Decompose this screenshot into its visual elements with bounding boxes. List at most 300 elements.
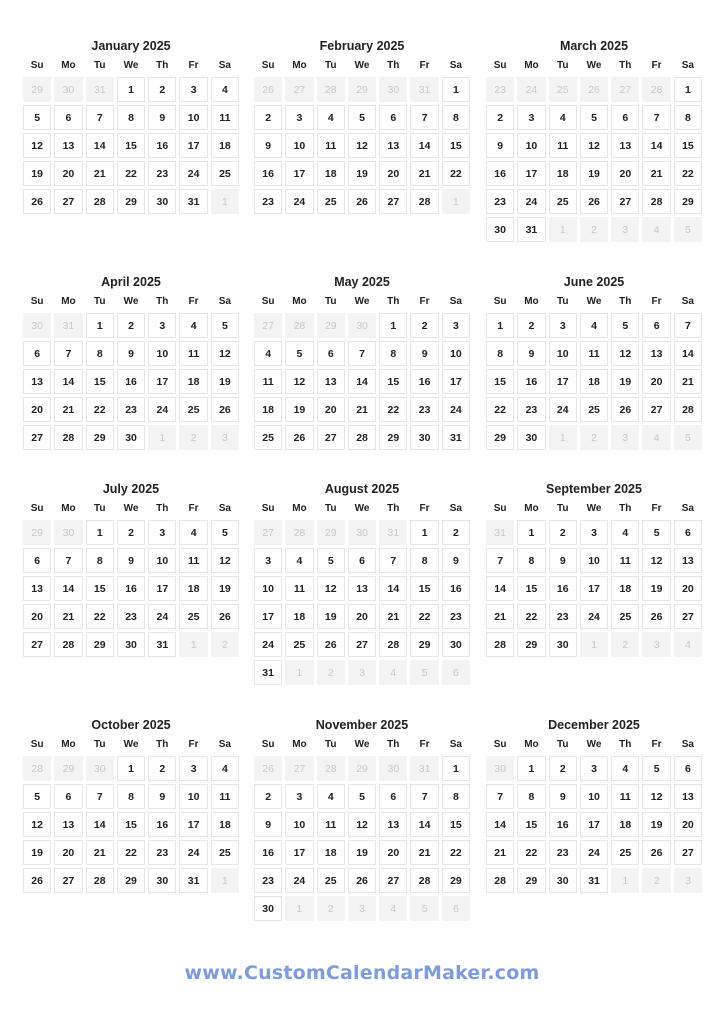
day-cell: 29 [486, 425, 514, 450]
day-cell: 28 [54, 425, 82, 450]
adjacent-month-day: 27 [285, 756, 313, 781]
day-cell: 2 [486, 105, 514, 130]
day-cell: 25 [580, 397, 608, 422]
month-block [486, 274, 702, 450]
adjacent-month-day: 4 [379, 896, 407, 921]
day-cell: 11 [549, 133, 577, 158]
weekday-label: Sa [681, 503, 694, 514]
adjacent-month-day: 31 [379, 520, 407, 545]
weekday-label: Mo [524, 739, 539, 750]
day-cell: 31 [148, 632, 176, 657]
day-cell: 15 [117, 133, 145, 158]
day-cell: 24 [254, 632, 282, 657]
weekday-label: Fr [419, 503, 430, 514]
day-cell: 18 [179, 369, 207, 394]
day-cell: 20 [379, 840, 407, 865]
day-cell: 27 [674, 604, 702, 629]
month-title: April 2025 [101, 275, 161, 289]
day-cell: 25 [549, 189, 577, 214]
day-cell: 28 [379, 632, 407, 657]
day-cell: 7 [674, 313, 702, 338]
weekday-label: Su [493, 60, 507, 71]
month-title: May 2025 [334, 275, 390, 289]
day-cell: 24 [580, 604, 608, 629]
day-cell: 31 [254, 660, 282, 685]
adjacent-month-day: 29 [317, 520, 345, 545]
day-cell: 25 [611, 604, 639, 629]
adjacent-month-day: 29 [348, 756, 376, 781]
day-cell: 17 [179, 133, 207, 158]
day-cell: 24 [179, 840, 207, 865]
weekday-label: Su [261, 60, 275, 71]
day-cell: 5 [23, 784, 51, 809]
day-cell: 14 [86, 812, 114, 837]
adjacent-month-day: 25 [549, 77, 577, 102]
day-cell: 12 [642, 784, 670, 809]
day-cell: 2 [442, 520, 470, 545]
day-cell: 24 [285, 189, 313, 214]
weekday-label: Fr [188, 739, 199, 750]
day-cell: 29 [517, 868, 545, 893]
weekday-label: Sa [681, 296, 694, 307]
day-cell: 18 [580, 369, 608, 394]
weekday-label: Sa [681, 60, 694, 71]
weekday-label: Mo [61, 296, 76, 307]
day-grid [486, 520, 702, 657]
day-cell: 10 [254, 576, 282, 601]
day-cell: 3 [580, 756, 608, 781]
day-cell: 14 [486, 812, 514, 837]
month-title: August 2025 [324, 482, 400, 496]
day-cell: 29 [410, 632, 438, 657]
weekday-label: Th [619, 296, 632, 307]
day-cell: 19 [611, 369, 639, 394]
day-cell: 24 [580, 840, 608, 865]
day-cell: 15 [442, 133, 470, 158]
day-cell: 14 [410, 812, 438, 837]
day-cell: 14 [54, 369, 82, 394]
day-grid [23, 756, 239, 893]
day-cell: 9 [117, 548, 145, 573]
weekday-header [23, 738, 239, 752]
day-cell: 4 [179, 520, 207, 545]
weekday-label: Th [156, 503, 169, 514]
month-block [254, 274, 470, 450]
day-cell: 1 [86, 520, 114, 545]
day-cell: 17 [254, 604, 282, 629]
day-cell: 18 [549, 161, 577, 186]
day-cell: 28 [410, 189, 438, 214]
weekday-label: Tu [324, 60, 337, 71]
day-cell: 12 [611, 341, 639, 366]
day-cell: 18 [211, 133, 239, 158]
day-cell: 26 [348, 868, 376, 893]
weekday-label: Sa [218, 739, 231, 750]
day-cell: 20 [642, 369, 670, 394]
day-grid [254, 313, 470, 450]
day-cell: 29 [517, 632, 545, 657]
weekday-label: Tu [324, 503, 337, 514]
day-cell: 25 [211, 161, 239, 186]
adjacent-month-day: 4 [642, 217, 670, 242]
day-cell: 11 [580, 341, 608, 366]
day-cell: 11 [611, 784, 639, 809]
day-cell: 4 [317, 784, 345, 809]
weekday-label: Mo [524, 503, 539, 514]
day-cell: 25 [211, 840, 239, 865]
adjacent-month-day: 3 [674, 868, 702, 893]
adjacent-month-day: 31 [410, 77, 438, 102]
weekday-label: Fr [419, 739, 430, 750]
month-title: November 2025 [315, 718, 409, 732]
adjacent-month-day: 6 [442, 660, 470, 685]
adjacent-month-day: 1 [549, 425, 577, 450]
weekday-header [254, 738, 470, 752]
day-cell: 8 [117, 784, 145, 809]
day-cell: 13 [642, 341, 670, 366]
day-cell: 20 [54, 840, 82, 865]
weekday-label: Tu [93, 739, 106, 750]
day-cell: 16 [117, 369, 145, 394]
adjacent-month-day: 2 [580, 425, 608, 450]
weekday-label: We [586, 296, 602, 307]
adjacent-month-day: 28 [317, 77, 345, 102]
day-cell: 5 [211, 313, 239, 338]
weekday-label: Fr [188, 503, 199, 514]
day-cell: 5 [285, 341, 313, 366]
adjacent-month-day: 5 [674, 425, 702, 450]
day-cell: 25 [179, 604, 207, 629]
adjacent-month-day: 2 [611, 632, 639, 657]
day-cell: 19 [23, 840, 51, 865]
day-cell: 22 [486, 397, 514, 422]
day-cell: 24 [285, 868, 313, 893]
adjacent-month-day: 28 [642, 77, 670, 102]
day-cell: 15 [379, 369, 407, 394]
day-cell: 27 [379, 189, 407, 214]
day-cell: 1 [486, 313, 514, 338]
day-cell: 7 [54, 341, 82, 366]
adjacent-month-day: 30 [54, 77, 82, 102]
weekday-label: Th [387, 503, 400, 514]
day-cell: 13 [23, 369, 51, 394]
day-cell: 9 [410, 341, 438, 366]
day-cell: 8 [517, 548, 545, 573]
adjacent-month-day: 31 [410, 756, 438, 781]
day-cell: 4 [611, 756, 639, 781]
day-cell: 27 [23, 632, 51, 657]
day-cell: 21 [379, 604, 407, 629]
day-cell: 19 [23, 161, 51, 186]
day-cell: 4 [211, 756, 239, 781]
day-cell: 9 [442, 548, 470, 573]
day-cell: 10 [580, 548, 608, 573]
weekday-label: Tu [93, 296, 106, 307]
weekday-label: Mo [61, 739, 76, 750]
day-cell: 2 [117, 313, 145, 338]
adjacent-month-day: 3 [611, 425, 639, 450]
month-title: July 2025 [102, 482, 160, 496]
adjacent-month-day: 3 [642, 632, 670, 657]
day-cell: 12 [211, 548, 239, 573]
day-cell: 17 [517, 161, 545, 186]
footer-website[interactable]: www.CustomCalendarMaker.com [184, 962, 540, 984]
weekday-label: Fr [651, 296, 662, 307]
day-cell: 1 [117, 756, 145, 781]
day-cell: 2 [254, 784, 282, 809]
weekday-label: Sa [449, 739, 462, 750]
weekday-label: We [123, 60, 139, 71]
day-cell: 6 [642, 313, 670, 338]
adjacent-month-day: 29 [23, 77, 51, 102]
day-cell: 27 [611, 189, 639, 214]
day-cell: 7 [486, 548, 514, 573]
adjacent-month-day: 31 [486, 520, 514, 545]
day-cell: 3 [549, 313, 577, 338]
day-cell: 19 [317, 604, 345, 629]
day-cell: 11 [254, 369, 282, 394]
day-cell: 14 [674, 341, 702, 366]
day-cell: 27 [317, 425, 345, 450]
day-cell: 19 [642, 812, 670, 837]
day-cell: 9 [148, 784, 176, 809]
adjacent-month-day: 4 [379, 660, 407, 685]
day-cell: 4 [580, 313, 608, 338]
day-cell: 27 [379, 868, 407, 893]
day-cell: 3 [148, 313, 176, 338]
day-cell: 3 [285, 105, 313, 130]
adjacent-month-day: 2 [580, 217, 608, 242]
day-cell: 9 [549, 784, 577, 809]
day-cell: 8 [486, 341, 514, 366]
day-cell: 19 [211, 369, 239, 394]
day-cell: 8 [117, 105, 145, 130]
day-cell: 5 [348, 105, 376, 130]
day-cell: 3 [442, 313, 470, 338]
day-cell: 16 [486, 161, 514, 186]
weekday-label: We [123, 739, 139, 750]
day-cell: 23 [254, 189, 282, 214]
day-cell: 24 [179, 161, 207, 186]
day-cell: 11 [179, 341, 207, 366]
day-cell: 1 [517, 756, 545, 781]
day-cell: 4 [317, 105, 345, 130]
day-grid [23, 520, 239, 657]
day-grid [23, 77, 239, 214]
adjacent-month-day: 28 [317, 756, 345, 781]
day-cell: 26 [23, 189, 51, 214]
day-cell: 18 [285, 604, 313, 629]
adjacent-month-day: 2 [642, 868, 670, 893]
adjacent-month-day: 1 [549, 217, 577, 242]
adjacent-month-day: 5 [410, 896, 438, 921]
day-cell: 11 [179, 548, 207, 573]
adjacent-month-day: 29 [317, 313, 345, 338]
day-cell: 29 [674, 189, 702, 214]
month-title: March 2025 [559, 39, 629, 53]
day-cell: 17 [148, 576, 176, 601]
day-cell: 28 [642, 189, 670, 214]
day-cell: 3 [285, 784, 313, 809]
adjacent-month-day: 2 [317, 896, 345, 921]
weekday-label: Th [156, 60, 169, 71]
day-cell: 17 [285, 840, 313, 865]
day-cell: 5 [642, 520, 670, 545]
adjacent-month-day: 1 [148, 425, 176, 450]
day-cell: 8 [442, 784, 470, 809]
weekday-label: Th [619, 503, 632, 514]
day-cell: 13 [674, 548, 702, 573]
day-cell: 30 [442, 632, 470, 657]
day-cell: 15 [517, 812, 545, 837]
day-cell: 23 [549, 840, 577, 865]
adjacent-month-day: 30 [86, 756, 114, 781]
day-cell: 11 [285, 576, 313, 601]
day-cell: 26 [211, 397, 239, 422]
weekday-label: Th [156, 739, 169, 750]
adjacent-month-day: 30 [348, 520, 376, 545]
day-grid [23, 313, 239, 450]
weekday-label: Tu [556, 296, 569, 307]
adjacent-month-day: 1 [285, 660, 313, 685]
day-cell: 18 [179, 576, 207, 601]
day-cell: 29 [86, 632, 114, 657]
adjacent-month-day: 1 [211, 189, 239, 214]
day-cell: 20 [379, 161, 407, 186]
day-cell: 18 [254, 397, 282, 422]
adjacent-month-day: 1 [179, 632, 207, 657]
day-cell: 17 [148, 369, 176, 394]
day-cell: 9 [117, 341, 145, 366]
weekday-label: Su [493, 296, 507, 307]
day-cell: 18 [317, 161, 345, 186]
weekday-label: We [586, 503, 602, 514]
day-cell: 22 [517, 840, 545, 865]
day-cell: 21 [410, 161, 438, 186]
day-cell: 4 [211, 77, 239, 102]
day-cell: 12 [317, 576, 345, 601]
weekday-label: Tu [324, 739, 337, 750]
day-cell: 4 [285, 548, 313, 573]
day-cell: 20 [23, 397, 51, 422]
day-cell: 29 [379, 425, 407, 450]
day-cell: 17 [580, 812, 608, 837]
adjacent-month-day: 3 [348, 896, 376, 921]
weekday-label: Th [619, 60, 632, 71]
weekday-label: We [354, 60, 370, 71]
day-cell: 5 [580, 105, 608, 130]
day-cell: 17 [179, 812, 207, 837]
day-cell: 10 [517, 133, 545, 158]
weekday-label: Mo [524, 60, 539, 71]
adjacent-month-day: 30 [486, 756, 514, 781]
adjacent-month-day: 27 [611, 77, 639, 102]
day-cell: 12 [580, 133, 608, 158]
day-cell: 15 [410, 576, 438, 601]
day-cell: 16 [549, 812, 577, 837]
weekday-label: Su [30, 296, 44, 307]
weekday-label: Su [30, 60, 44, 71]
day-cell: 6 [674, 520, 702, 545]
day-cell: 15 [486, 369, 514, 394]
day-cell: 8 [517, 784, 545, 809]
weekday-label: Sa [218, 296, 231, 307]
day-cell: 26 [285, 425, 313, 450]
day-cell: 14 [348, 369, 376, 394]
month-block [23, 481, 239, 657]
month-block [23, 717, 239, 893]
weekday-label: Tu [556, 503, 569, 514]
adjacent-month-day: 26 [254, 77, 282, 102]
weekday-label: Sa [218, 60, 231, 71]
weekday-label: Th [387, 296, 400, 307]
day-cell: 5 [23, 105, 51, 130]
day-cell: 10 [148, 548, 176, 573]
day-cell: 16 [442, 576, 470, 601]
day-cell: 22 [117, 161, 145, 186]
day-cell: 14 [410, 133, 438, 158]
day-cell: 30 [517, 425, 545, 450]
day-cell: 26 [642, 840, 670, 865]
day-cell: 15 [117, 812, 145, 837]
day-cell: 5 [211, 520, 239, 545]
day-cell: 22 [379, 397, 407, 422]
day-cell: 26 [211, 604, 239, 629]
day-cell: 1 [379, 313, 407, 338]
day-cell: 21 [410, 840, 438, 865]
day-cell: 13 [54, 133, 82, 158]
weekday-label: Su [261, 739, 275, 750]
adjacent-month-day: 5 [410, 660, 438, 685]
day-cell: 14 [642, 133, 670, 158]
day-cell: 24 [549, 397, 577, 422]
day-cell: 11 [611, 548, 639, 573]
day-cell: 2 [549, 520, 577, 545]
day-cell: 8 [86, 341, 114, 366]
day-cell: 14 [54, 576, 82, 601]
adjacent-month-day: 6 [442, 896, 470, 921]
day-cell: 3 [179, 756, 207, 781]
day-cell: 8 [442, 105, 470, 130]
day-cell: 30 [486, 217, 514, 242]
day-cell: 26 [317, 632, 345, 657]
day-cell: 20 [54, 161, 82, 186]
weekday-label: Tu [556, 60, 569, 71]
day-cell: 3 [517, 105, 545, 130]
day-cell: 13 [317, 369, 345, 394]
day-cell: 9 [549, 548, 577, 573]
weekday-label: Th [387, 60, 400, 71]
day-cell: 25 [254, 425, 282, 450]
day-cell: 20 [674, 576, 702, 601]
adjacent-month-day: 28 [23, 756, 51, 781]
day-cell: 2 [517, 313, 545, 338]
day-cell: 26 [642, 604, 670, 629]
weekday-label: Su [261, 503, 275, 514]
day-cell: 27 [54, 189, 82, 214]
day-cell: 7 [379, 548, 407, 573]
weekday-label: Su [493, 739, 507, 750]
day-cell: 10 [148, 341, 176, 366]
adjacent-month-day: 1 [580, 632, 608, 657]
day-cell: 30 [254, 896, 282, 921]
day-cell: 10 [442, 341, 470, 366]
day-cell: 16 [148, 133, 176, 158]
weekday-label: Sa [218, 503, 231, 514]
day-cell: 28 [674, 397, 702, 422]
day-cell: 6 [379, 105, 407, 130]
day-cell: 19 [285, 397, 313, 422]
